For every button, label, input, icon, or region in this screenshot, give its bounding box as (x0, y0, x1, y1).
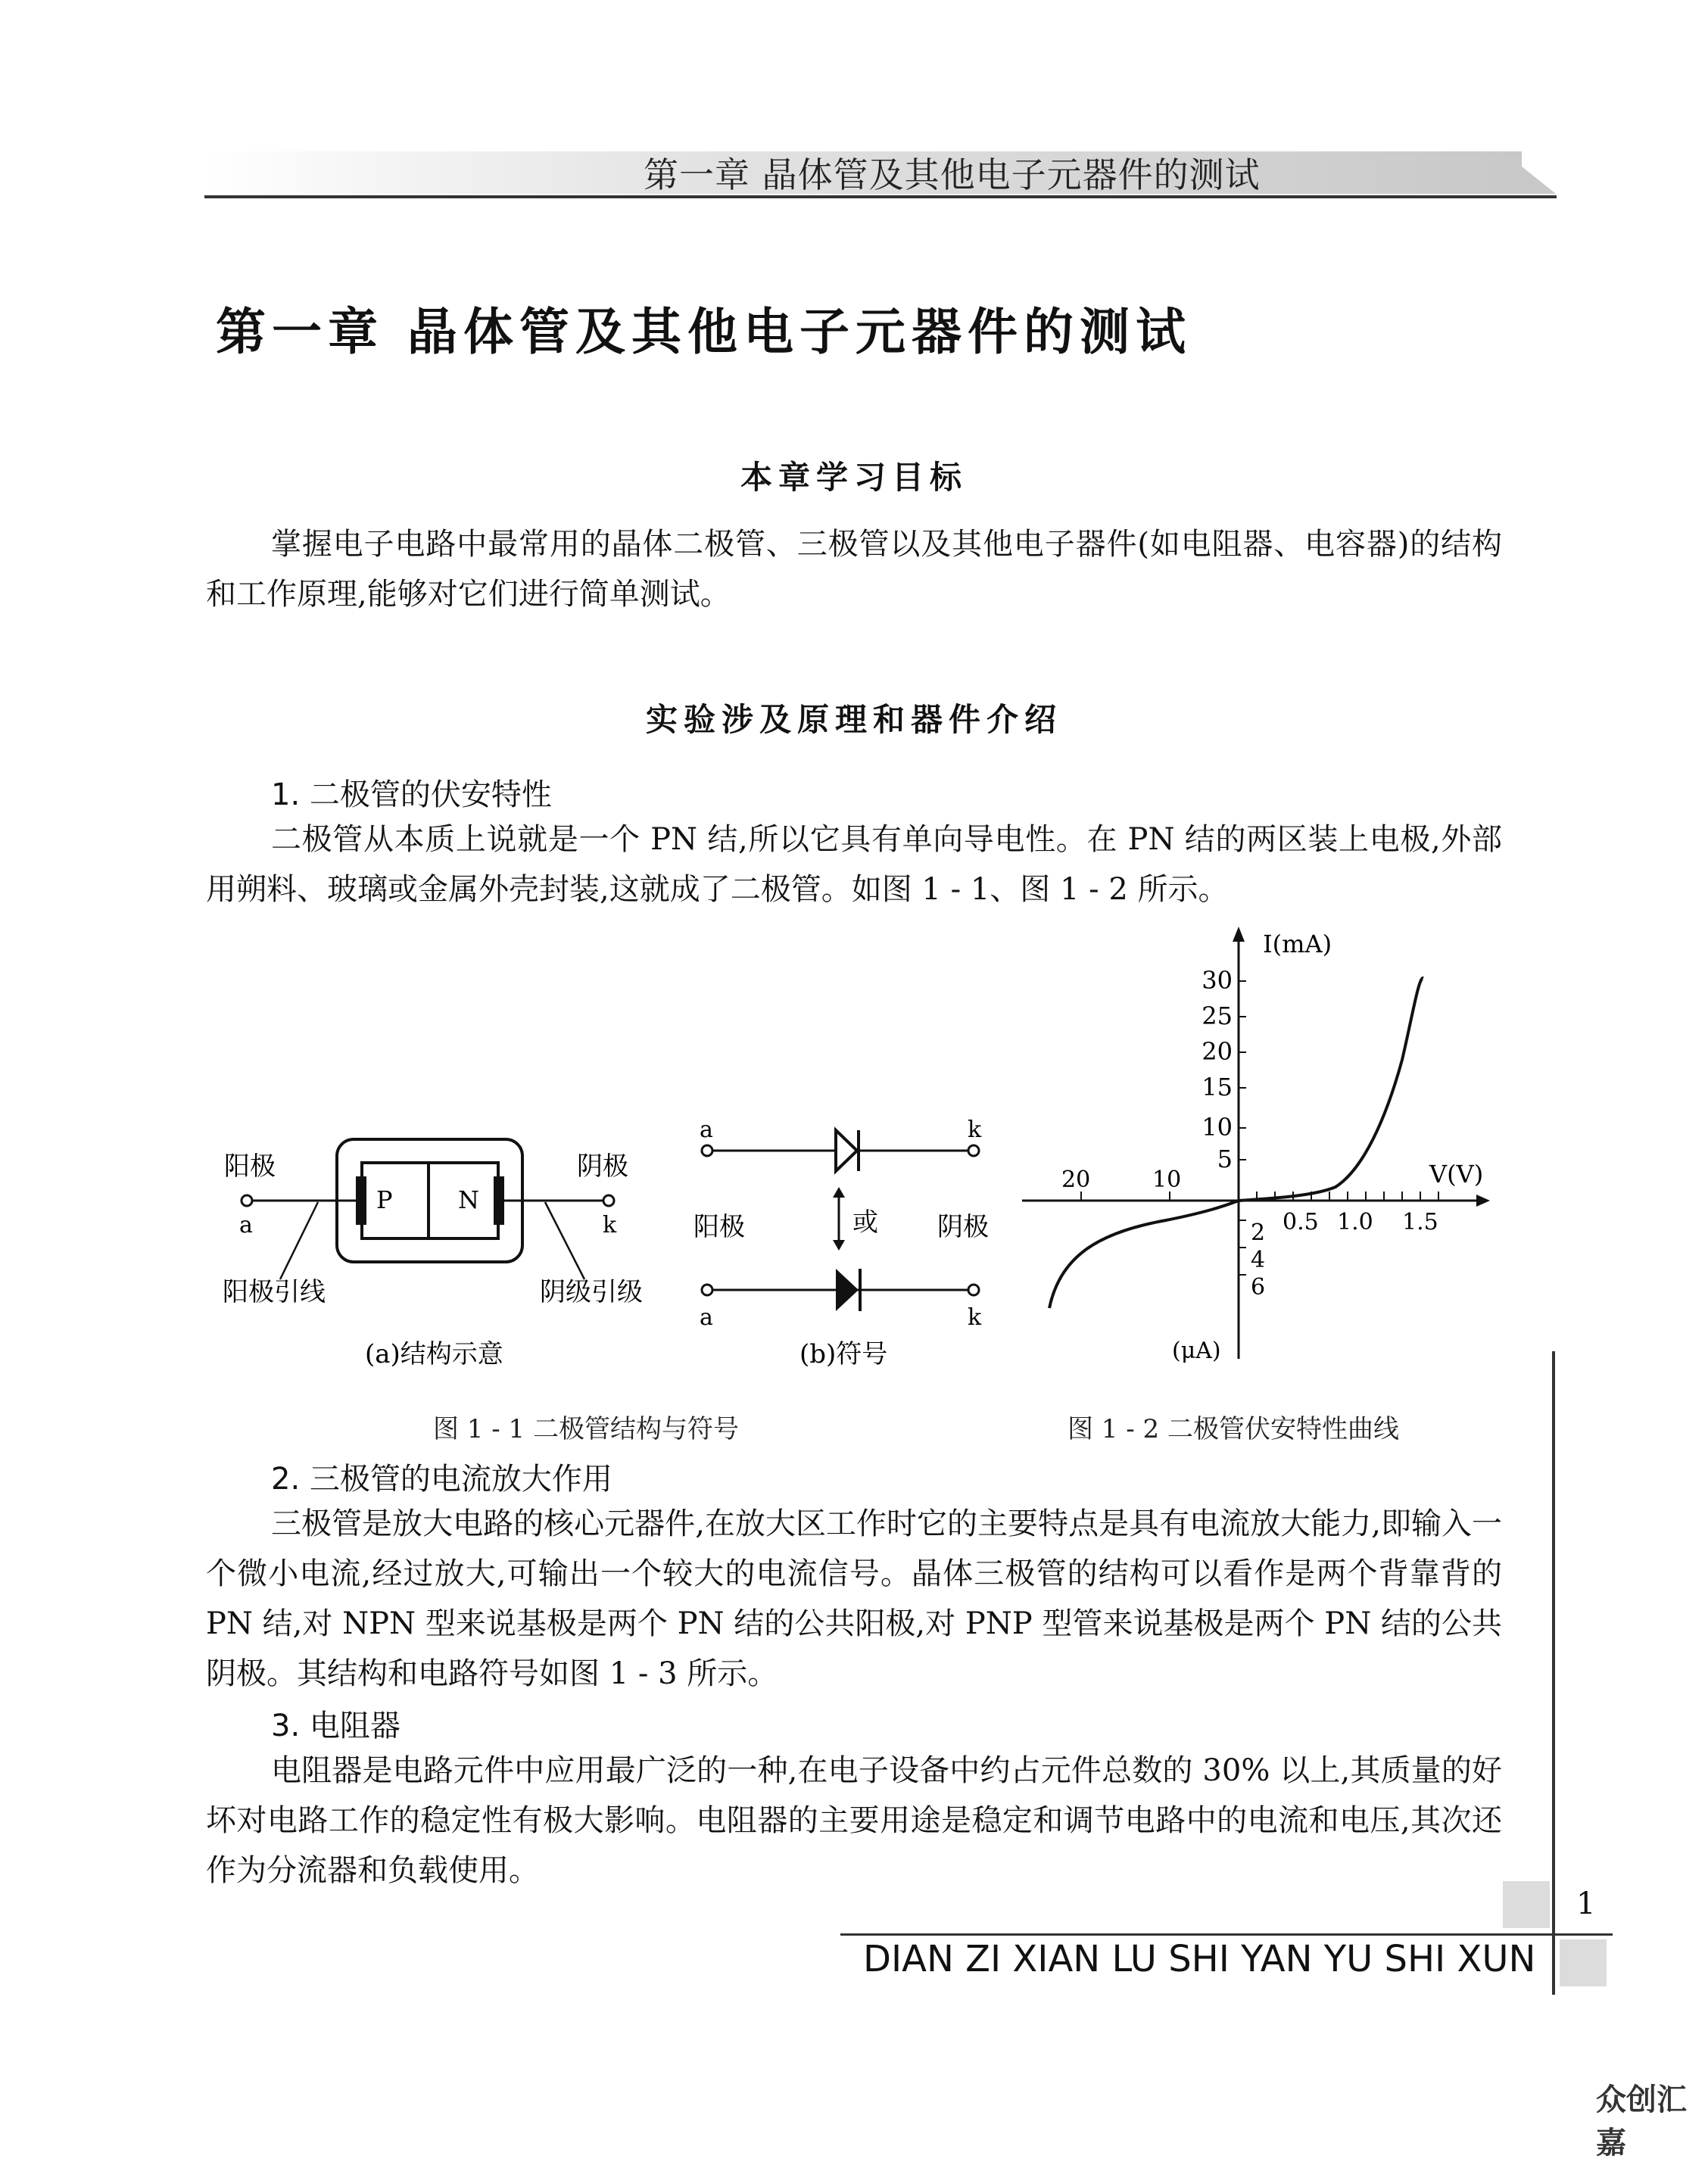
section-3-heading: 3. 电阻器 (271, 1709, 401, 1743)
subcaption-b: (b)符号 (799, 1339, 888, 1369)
figure-1-1a-structure (223, 1139, 643, 1307)
symbol-k-top: k (968, 1117, 982, 1143)
neg-current-unit: (μA) (1172, 1338, 1221, 1364)
symbol-a-bottom: a (700, 1304, 713, 1331)
footer-gray-block (1503, 1881, 1550, 1928)
figure-1-1-caption: 图 1 - 1 二极管结构与符号 (433, 1414, 739, 1444)
footer-gray-block (1560, 1939, 1607, 1986)
symbol-a-top: a (700, 1117, 713, 1143)
figure-1-2-caption: 图 1 - 2 二极管伏安特性曲线 (1068, 1414, 1399, 1444)
diode-symbol-outline (836, 1130, 857, 1171)
x-tick-neg-10: 10 (1152, 1167, 1182, 1193)
section-1-paragraph: 二极管从本质上说就是一个 PN 结,所以它具有单向导电性。在 PN 结的两区装上电极,外部用朔料、玻璃或金属外壳封装,这就成了二极管。如图 1 - 1、图 1 - 2 所示。 (206, 822, 1502, 907)
y-tick-5: 5 (1217, 1145, 1233, 1173)
x-tick-0-5: 0.5 (1283, 1209, 1319, 1235)
x-tick-1-0: 1.0 (1337, 1209, 1373, 1235)
x-axis-label: V(V) (1429, 1160, 1484, 1188)
cathode-label: 阴极 (577, 1151, 628, 1182)
figure-1-2-iv-curve (1022, 927, 1490, 1364)
neg-y-tick-6: 6 (1251, 1274, 1266, 1301)
running-header: 第一章 晶体管及其他电子元器件的测试 (644, 154, 1261, 195)
p-region-label: P (376, 1185, 393, 1214)
x-tick-1-5: 1.5 (1402, 1209, 1438, 1235)
y-tick-10: 10 (1202, 1113, 1233, 1142)
neg-y-tick-4: 4 (1251, 1247, 1266, 1273)
header-band-triangle (1503, 151, 1556, 194)
figure-area (0, 908, 1708, 1369)
figure-1-1b-symbol (693, 1117, 989, 1331)
watermark: 众创汇嘉 (1596, 2083, 1687, 2160)
symbol-k-bottom: k (968, 1304, 982, 1331)
page-number: 1 (1576, 1886, 1596, 1921)
anode-label: 阳极 (224, 1151, 276, 1182)
symbol-or-label: 或 (852, 1207, 878, 1238)
objectives-paragraph: 掌握电子电路中最常用的晶体二极管、三极管以及其他电子器件(如电阻器、电容器)的结构和工作原理,能够对它们进行简单测试。 (206, 527, 1502, 612)
y-tick-25: 25 (1202, 1002, 1233, 1030)
symbol-anode-label: 阳极 (693, 1212, 745, 1242)
y-tick-15: 15 (1202, 1073, 1233, 1101)
iv-curve-line (1049, 978, 1423, 1308)
footer-book-title: DIAN ZI XIAN LU SHI YAN YU SHI XUN (863, 1938, 1536, 1980)
objectives-heading: 本章学习目标 (740, 459, 968, 496)
cathode-lead-label: 阴级引级 (540, 1277, 643, 1307)
footer-vertical-rule (1552, 1351, 1555, 1995)
y-tick-20: 20 (1202, 1037, 1233, 1066)
footer-rule (840, 1933, 1613, 1936)
y-axis-label: I(mA) (1263, 930, 1332, 958)
symbol-cathode-label: 阴极 (937, 1212, 989, 1242)
section-2-paragraph: 三极管是放大电路的核心元器件,在放大区工作时它的主要特点是具有电流放大能力,即输入一个微小电流,经过放大,可输出一个较大的电流信号。晶体三极管的结构可以看作是两个背靠背的 PN 结,对 NPN 型来说基极是两个 PN 结的公共阳极,对 PNP 型管来说基极是两个 PN 结的公共阴极。其结构和电路符号如图 1 - 3 所示。 (206, 1506, 1502, 1691)
intro-heading: 实验涉及原理和器件介绍 (645, 701, 1062, 738)
section-2-heading: 2. 三极管的电流放大作用 (271, 1462, 612, 1497)
y-tick-30: 30 (1202, 966, 1233, 995)
diode-symbol-filled (836, 1269, 859, 1311)
section-3-paragraph: 电阻器是电路元件中应用最广泛的一种,在电子设备中约占元件总数的 30% 以上,其质量的好坏对电路工作的稳定性有极大影响。电阻器的主要用途是稳定和调节电路中的电流和电压,其次还作为分流器和负载使用。 (206, 1753, 1502, 1888)
terminal-k-label: k (603, 1212, 617, 1238)
anode-lead-label: 阳极引线 (223, 1277, 326, 1307)
chapter-title: 第一章 晶体管及其他电子元器件的测试 (216, 303, 1192, 361)
subcaption-a: (a)结构示意 (365, 1339, 503, 1369)
x-tick-neg-20: 20 (1061, 1167, 1091, 1193)
neg-y-tick-2: 2 (1251, 1220, 1266, 1246)
n-region-label: N (458, 1185, 479, 1214)
terminal-a-label: a (239, 1212, 253, 1238)
section-1-heading: 1. 二极管的伏安特性 (271, 777, 552, 812)
